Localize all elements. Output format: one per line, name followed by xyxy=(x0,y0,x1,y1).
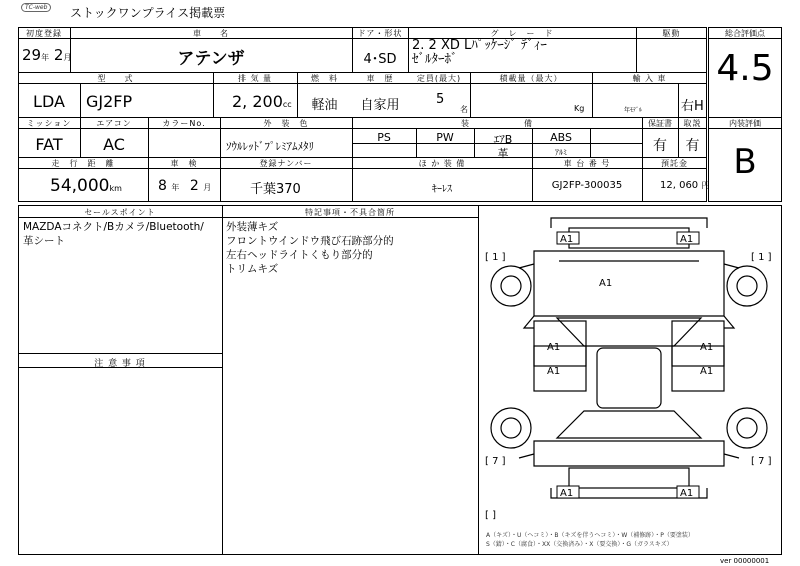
legend-line-1: A（キズ）・U（ヘコミ）・B（キズを伴うヘコミ）・W（補修跡）・P（要塗装） xyxy=(486,532,694,539)
sales-point-text xyxy=(23,220,204,248)
inspection-month: 2 xyxy=(189,178,199,194)
damage-mark-left-rear-door: A1 xyxy=(547,366,561,377)
damage-mark-rear-right: A1 xyxy=(680,488,694,499)
bracket-front-right: [ 1 ] xyxy=(751,252,772,263)
special-note-line: 左右ヘッドライトくもり部分的 xyxy=(226,249,373,261)
model-code: GJ2FP xyxy=(86,92,133,111)
bracket-bottom: [ ] xyxy=(485,510,496,521)
equip-ps: PS xyxy=(377,131,391,144)
label-equipment: 装 備 xyxy=(461,119,533,128)
label-chassis: 車 台 番 号 xyxy=(563,159,611,168)
special-notes-text xyxy=(226,220,394,276)
label-grade: グ レ ー ド xyxy=(490,29,554,38)
equip-abs: ABS xyxy=(550,131,572,144)
equip-alloy: ｱﾙﾐ xyxy=(555,148,567,157)
label-reg-number: 登録ナンバー xyxy=(259,159,313,168)
deposit-value xyxy=(660,180,709,191)
fuel-value: 軽油 xyxy=(311,98,338,113)
label-mission: ミッション xyxy=(26,119,72,128)
other-equip-value: ｷｰﾚｽ xyxy=(432,184,452,195)
import-year-model: 年ﾓﾃﾞﾙ xyxy=(624,107,643,114)
label-manual: 取説 xyxy=(683,119,702,128)
reg-year: 29 xyxy=(22,46,42,64)
mileage-number: 54,000 xyxy=(50,176,110,196)
special-note-line: フロントウインドウ飛び石跡部分的 xyxy=(226,235,394,247)
displacement-number: 2, 200 xyxy=(232,92,283,111)
load-unit: Kg xyxy=(574,104,585,113)
bracket-rear-right: [ 7 ] xyxy=(751,456,772,467)
label-color-no: カラーNo. xyxy=(162,119,206,128)
inspection-value xyxy=(158,178,211,194)
label-interior-eval: 内装評価 xyxy=(729,119,761,128)
damage-mark-front-left: A1 xyxy=(560,234,574,245)
mission-value: FAT xyxy=(35,135,63,154)
grade-line-1: 2. 2 XD Lﾊﾟｯｹｰｼﾞ ﾃﾞｨｰ xyxy=(412,38,547,53)
reg-month-unit: 月 xyxy=(63,53,72,62)
aircon-value: AC xyxy=(103,135,125,154)
reg-number-value: 千葉370 xyxy=(250,182,301,197)
first-reg-value xyxy=(22,46,71,64)
label-car-name: 車 名 xyxy=(193,29,229,38)
reg-month: 2 xyxy=(53,46,64,64)
damage-mark-right-rear-door: A1 xyxy=(700,366,714,377)
special-note-line: 外装薄キズ xyxy=(226,221,279,233)
label-deposit: 預託金 xyxy=(661,159,688,168)
history-value: 自家用 xyxy=(360,98,400,113)
overall-score: 4.5 xyxy=(716,48,774,89)
logo: TC-web xyxy=(21,3,51,12)
bracket-rear-left: [ 7 ] xyxy=(485,456,506,467)
label-inspection: 車 検 xyxy=(170,159,198,168)
label-warranty: 保証書 xyxy=(648,119,672,128)
equip-pw: PW xyxy=(436,131,454,144)
label-displacement: 排 気 量 xyxy=(237,74,273,83)
damage-mark-front-right: A1 xyxy=(680,234,694,245)
mileage-value xyxy=(50,176,122,196)
legend-line-2: S（錆）・C（腐食）・XX（交換済み）・X（要交換）・G（ガラスキズ） xyxy=(486,541,673,548)
label-special-notes: 特記事項・不具合箇所 xyxy=(305,208,395,217)
sales-point-line: 革シート xyxy=(23,235,65,247)
bracket-front-left: [ 1 ] xyxy=(485,252,506,263)
inspection-month-unit: 月 xyxy=(203,183,212,192)
special-note-line: トリムキズ xyxy=(226,263,279,275)
steering-value: 右H xyxy=(681,99,704,114)
displacement-unit: cc xyxy=(282,100,292,109)
grade-line-2: ｾﾞﾙﾀｰﾎﾞ xyxy=(412,52,458,67)
label-other-equip: ほ か 装 備 xyxy=(418,159,466,168)
label-mileage: 走 行 距 離 xyxy=(51,159,115,168)
label-fuel: 燃 料 xyxy=(311,74,338,83)
door-value: 4･SD xyxy=(363,52,397,67)
warranty-value: 有 xyxy=(653,138,667,154)
inspection-year: 8 xyxy=(158,178,167,194)
label-aircon: エアコン xyxy=(96,119,132,128)
label-import: 輸 入 車 xyxy=(632,74,667,83)
label-first-reg: 初度登録 xyxy=(26,29,62,38)
damage-mark-hood: A1 xyxy=(599,278,613,289)
label-load: 積載量（最大） xyxy=(499,74,563,83)
deposit-number: 12, 060 xyxy=(660,180,699,191)
capacity-unit: 名 xyxy=(460,105,468,114)
damage-mark-left-front-door: A1 xyxy=(547,342,561,353)
displacement-value xyxy=(232,92,292,111)
damage-mark-right-front-door: A1 xyxy=(700,342,714,353)
legend xyxy=(486,531,694,549)
chassis-value: GJ2FP-300035 xyxy=(551,180,623,191)
label-model: 型 式 xyxy=(97,74,134,83)
interior-score: B xyxy=(733,142,757,182)
label-exterior-color: 外 装 色 xyxy=(263,119,309,128)
label-caution: 注 意 事 項 xyxy=(94,359,146,369)
sales-point-line: MAZDAコネクト/Bカメラ/Bluetooth/ xyxy=(23,221,204,233)
equip-leather: 革 xyxy=(497,147,509,160)
manual-value: 有 xyxy=(685,138,700,154)
label-capacity: 定員(最大) xyxy=(416,74,462,83)
deposit-unit: 円 xyxy=(701,181,710,190)
equip-airbag: ｴｱB xyxy=(493,133,513,146)
label-sales-point: セールスポイント xyxy=(84,208,156,217)
mileage-unit: km xyxy=(109,184,122,193)
label-door: ドア・形状 xyxy=(357,29,403,38)
reg-year-unit: 年 xyxy=(41,53,50,62)
car-name-value: アテンザ xyxy=(177,49,245,69)
inspection-year-unit: 年 xyxy=(171,183,180,192)
page-title: ストックワンプライス掲載票 xyxy=(70,6,226,20)
damage-mark-rear-left: A1 xyxy=(560,488,574,499)
exterior-color-value: ｿｳﾙﾚｯﾄﾞﾌﾟﾚﾐｱﾑﾒﾀﾘ xyxy=(226,140,314,153)
grade-value xyxy=(412,39,634,67)
model-prefix: LDA xyxy=(33,92,65,111)
label-drive: 駆動 xyxy=(662,29,681,38)
label-history: 車 歴 xyxy=(366,74,394,83)
version: ver 00000001 xyxy=(720,557,770,565)
capacity-value: 5 xyxy=(436,92,445,107)
label-overall-eval: 総合評価点 xyxy=(725,29,765,38)
car-condition-diagram xyxy=(479,206,781,554)
